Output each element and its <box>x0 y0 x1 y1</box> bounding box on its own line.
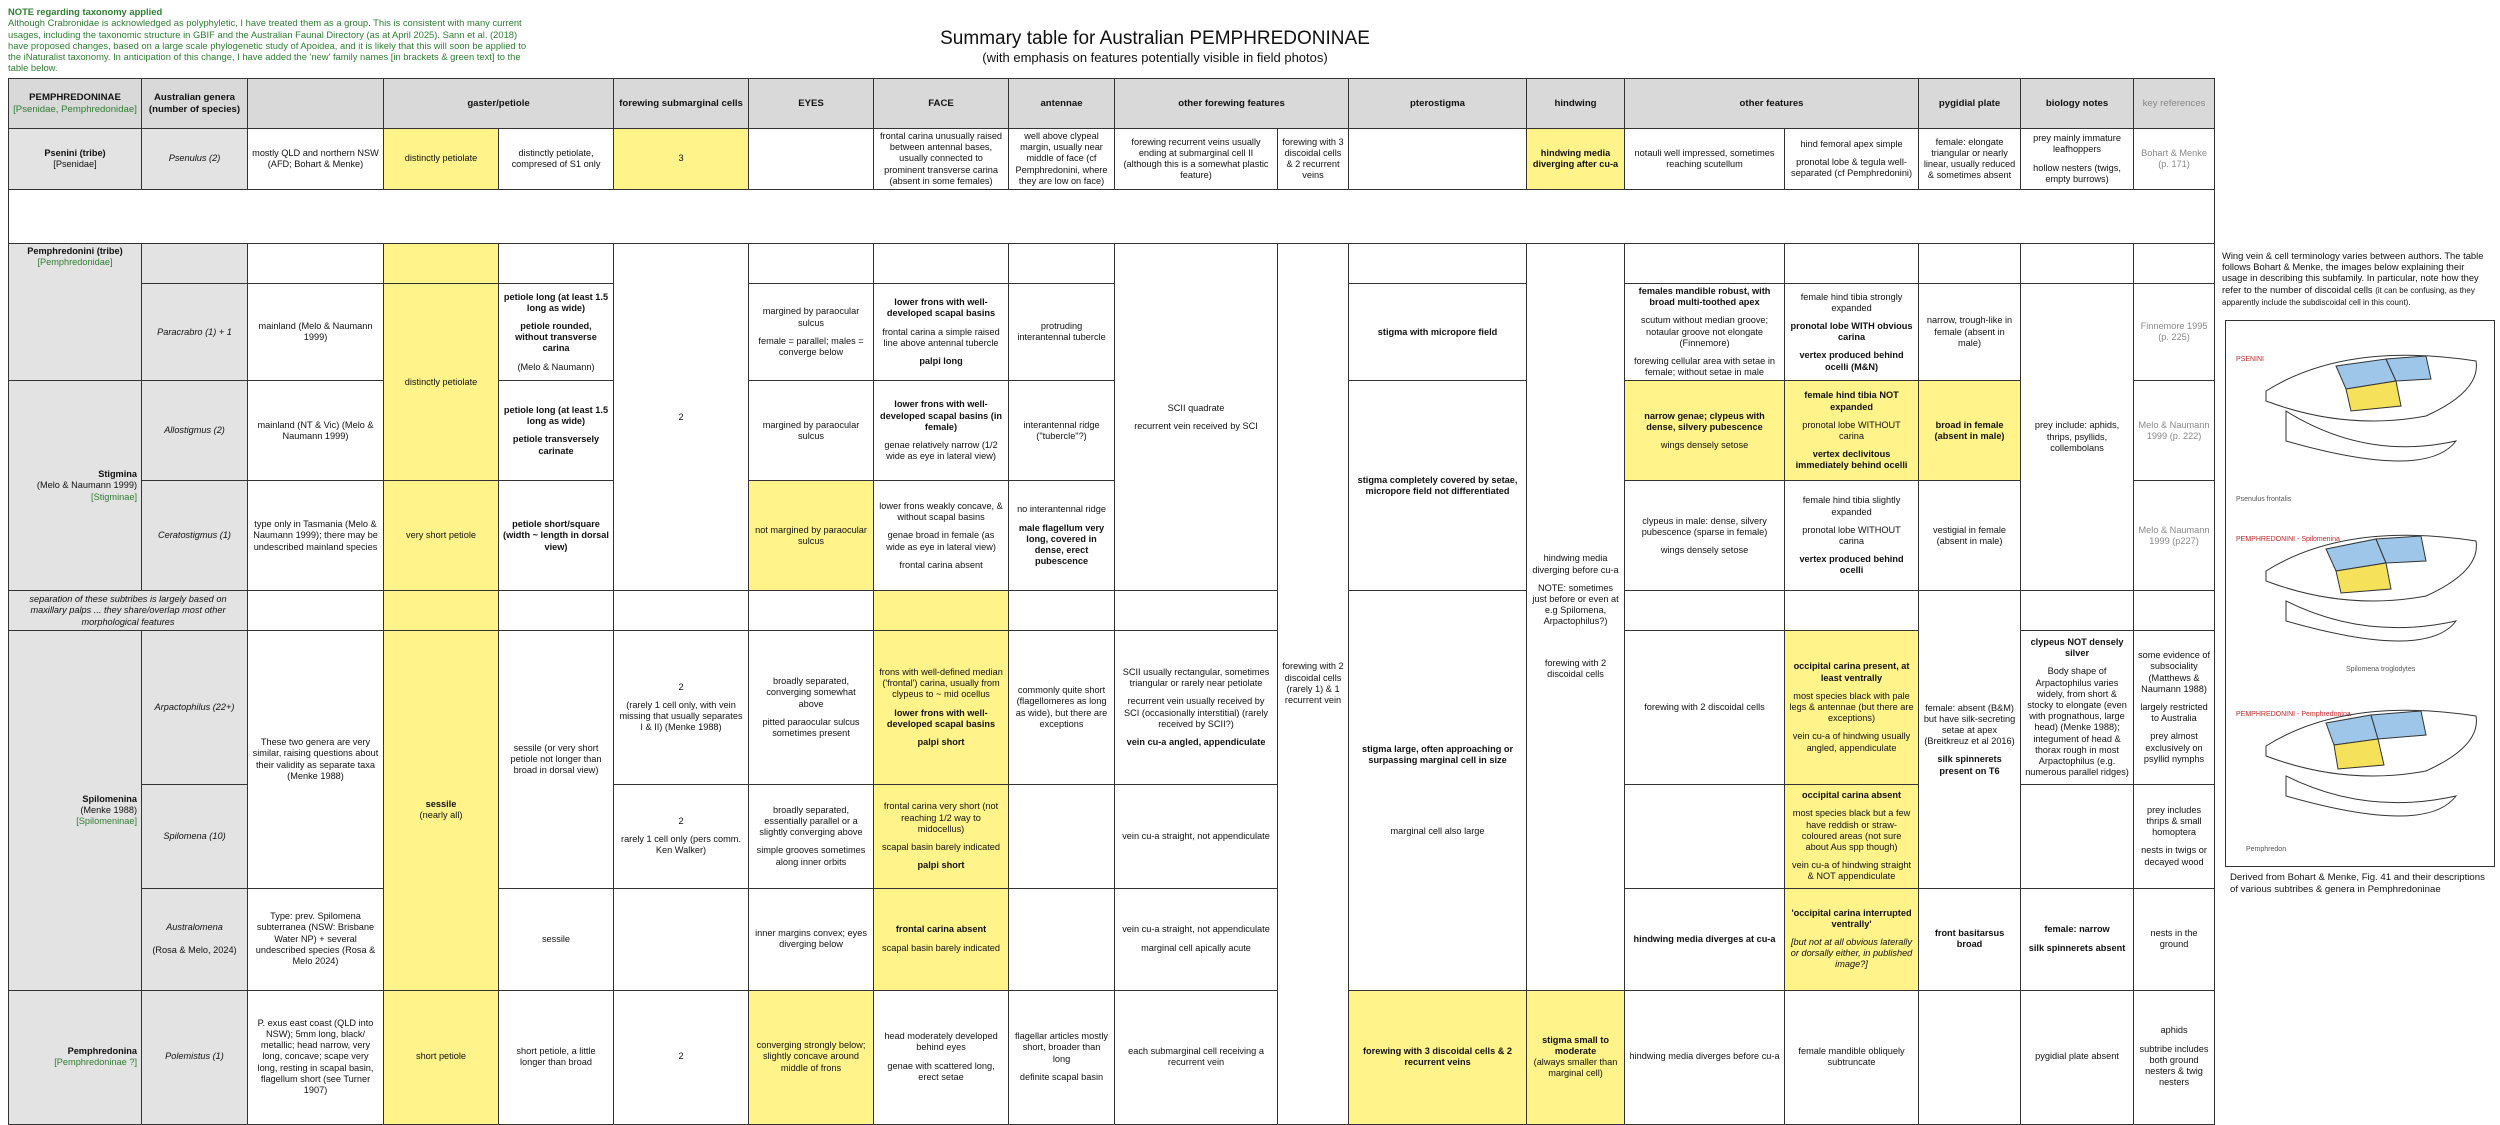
cell-dist: type only in Tasmania (Melo & Naumann 1999); there may be undescribed mainland species <box>248 481 384 591</box>
cell-petiole: petiole long (at least 1.5 long as wide) petiole rounded, without transverse carina (Melo & Naumann) <box>499 284 614 381</box>
tribe-psenini: Psenini (tribe) [Psenidae] <box>9 129 142 190</box>
cell-dist: P. exus east coast (QLD into NSW); 5mm long, black/ metallic; head narrow, very long, concave; scape very long, resting in scapal basin, flagellum short (see Turner 1907) <box>248 990 384 1124</box>
genus-australomena: Australomena (Rosa & Melo, 2024) <box>142 888 248 990</box>
cell-other1: occipital carina absent most species black but a few have reddish or straw-coloured areas (not sure about Aus spp though) vein cu-a of hindwing straight & NOT appendiculate <box>1785 784 1919 888</box>
genus-arpactophilus: Arpactophilus (22+) <box>142 631 248 784</box>
cell-eyes: broadly separated, essentially parallel or a slightly converging above simple grooves sometimes along inner orbits <box>749 784 874 888</box>
stigmina-gaster: distinctly petiolate <box>384 284 499 481</box>
cell-petiole: petiole short/square (width ~ length in dorsal view) <box>499 481 614 591</box>
cell-eyes: inner margins convex; eyes diverging below <box>749 888 874 990</box>
header-forewing-other: other forewing features <box>1115 79 1349 129</box>
genus-polemistus: Polemistus (1) <box>142 990 248 1124</box>
cell-eyes: margined by paraocular sulcus <box>749 381 874 481</box>
wing-psenulus-image <box>2236 355 2476 503</box>
cell-hindwing: hindwing media diverges before cu-a <box>1625 990 1785 1124</box>
stigmina-forewing: SCII quadrate recurrent vein received by SCI <box>1115 244 1278 591</box>
cell-biology: aphids subtribe includes both ground nesters & twig nesters <box>2134 990 2215 1124</box>
cell-other2: female hind tibia NOT expanded pronotal lobe WITHOUT carina vertex declivitous immediately behind ocelli <box>1785 381 1919 481</box>
page-subtitle: (with emphasis on features potentially visible in field photos) <box>982 50 1328 65</box>
terminology-small: (it can be confusing, as they apparently include the subdiscoidal cell in this count). <box>2222 285 2475 307</box>
header-pygidial: pygidial plate <box>1919 79 2021 129</box>
derived-caption: Derived from Bohart & Menke, Fig. 41 and their descriptions of various subtribes & genera in Pemphredoninae <box>2230 872 2485 895</box>
cell-forewing-other: forewing recurrent veins usually ending at submarginal cell II (although this is a somewhat plastic feature) <box>1115 129 1278 190</box>
cell-pterostigma: stigma small to moderate (always smaller than marginal cell) <box>1527 990 1625 1124</box>
cell-gaster: distinctly petiolate <box>384 129 499 190</box>
cell-other2: front basitarsus broad <box>1919 888 2021 990</box>
wing1-top-label: PSENINI <box>2236 356 2265 363</box>
header-row <box>9 79 2215 129</box>
cell-biology: some evidence of subsociality (Matthews & Naumann 1988) largely restricted to Australia prey almost exclusively on psyllid nymphs <box>2134 631 2215 784</box>
cell-other2: hind femoral apex simple pronotal lobe & tegula well-separated (cf Pemphredonini) <box>1785 129 1919 190</box>
row-arpactophilus <box>9 631 2215 784</box>
cell-face: lower frons weakly concave, & without scapal basins genae broad in female (as wide as eye in lateral view) frontal carina absent <box>874 481 1009 591</box>
separation-note: separation of these subtribes is largely based on maxillary palps ... they share/overlap most other morphological features <box>9 591 248 631</box>
spilomenina-dist: These two genera are very similar, raising questions about their validity as separate taxa (Menke 1988) <box>248 631 384 888</box>
cell-pygidial: vestigial in female (absent in male) <box>1919 481 2021 591</box>
cell-face: frons with well-defined median ('frontal') carina, usually from clypeus to ~ mid ocellus lower frons with well-developed scapal basins palpi short <box>874 631 1009 784</box>
genus-allostigmus: Allostigmus (2) <box>142 381 248 481</box>
page-title: Summary table for Australian PEMPHREDONINAE <box>940 28 1370 49</box>
header-genera: Australian genera (number of species) <box>142 79 248 129</box>
cell-petiole: distinctly petiolate, compresed of S1 only <box>499 129 614 190</box>
cell-other1: 'occipital carina interrupted ventrally' [but not at all obvious laterally or dorsally either, in published image?] <box>1785 888 1919 990</box>
cell-pygidial: narrow, trough-like in female (absent in male) <box>1919 284 2021 381</box>
cell-face: head moderately developed behind eyes genae with scattered long, erect setae <box>874 990 1009 1124</box>
header-gaster: gaster/petiole <box>384 79 614 129</box>
cell-other2: female hind tibia slightly expanded pronotal lobe WITHOUT carina vertex produced behind ocelli <box>1785 481 1919 591</box>
summary-table <box>8 78 2215 1125</box>
cell-refs: Melo & Naumann 1999 (p227) <box>2134 481 2215 591</box>
cell-pygidial: broad in female (absent in male) <box>1919 381 2021 481</box>
genus-psenulus: Psenulus (2) <box>142 129 248 190</box>
spilomenina-pygidial: female: absent (B&M) but have silk-secreting setae at apex (Breitkreuz et al 2016) silk spinnerets present on T6 <box>1919 591 2021 888</box>
header-biology: biology notes <box>2021 79 2134 129</box>
cell-forewing-cells: 3 <box>614 129 749 190</box>
cell-face: lower frons with well-developed scapal basins frontal carina a simple raised line above antennal tubercle palpi long <box>874 284 1009 381</box>
cell-hindwing: forewing with 2 discoidal cells <box>1625 631 1785 784</box>
stigmina-ptero-a: stigma with micropore field <box>1349 284 1527 381</box>
row-australomena <box>9 888 2215 990</box>
stigmina-cells: 2 <box>614 244 749 591</box>
stigmina-ptero-b: stigma completely covered by setae, micropore field not differentiated <box>1349 381 1527 591</box>
cell-face: frontal carina very short (not reaching 1/2 way to midocellus) scapal basin barely indicated palpi short <box>874 784 1009 888</box>
row-allostigmus <box>9 381 2215 481</box>
cell-other1: occipital carina present, at least ventrally most species black with pale legs & antennae (but there are exceptions) vein cu-a of hindwing usually angled, appendiculate <box>1785 631 1919 784</box>
cell-eyes: broadly separated, converging somewhat above pitted paraocular sulcus sometimes present <box>749 631 874 784</box>
wing-diagram-panel <box>2225 320 2495 867</box>
cell-forewing-cells: 2 <box>614 990 749 1124</box>
stigmina-biology: prey include: aphids, thrips, psyllids, collembolans <box>2021 284 2134 591</box>
header-antennae: antennae <box>1009 79 1115 129</box>
header-refs: key references <box>2134 79 2215 129</box>
spilomenina-gaster: sessile (nearly all) <box>384 631 499 990</box>
taxonomy-note-heading: NOTE regarding taxonomy applied <box>8 6 163 17</box>
cell-forewing-discoidal: forewing with 3 discoidal cells & 2 recurrent veins <box>1349 990 1527 1124</box>
stigmina-gaster-c: very short petiole <box>384 481 499 591</box>
cell-antennae: interantennal ridge ("tubercle"?) <box>1009 381 1115 481</box>
terminology-note <box>2222 250 2492 308</box>
wing-diagrams <box>2226 321 2494 866</box>
cell-eyes: margined by paraocular sulcus female = parallel; males = converge below <box>749 284 874 381</box>
wing-pemphredon-image <box>2236 710 2476 853</box>
header-eyes: EYES <box>749 79 874 129</box>
wing-spilomena-image <box>2236 535 2476 673</box>
cell-forewing-cells: 2 rarely 1 cell only (pers comm. Ken Walker) <box>614 784 749 888</box>
cell-other1: narrow genae; clypeus with dense, silvery pubescence wings densely setose <box>1625 381 1785 481</box>
cell-dist: mainland (NT & Vic) (Melo & Naumann 1999) <box>248 381 384 481</box>
header-hindwing: hindwing <box>1527 79 1625 129</box>
cell-pygidial: female: elongate triangular or nearly linear, usually reduced & sometimes absent <box>1919 129 2021 190</box>
cell-dist: mostly QLD and northern NSW (AFD; Bohart & Menke) <box>248 129 384 190</box>
cell-antennae: commonly quite short (flagellomeres as long as wide), but there are exceptions <box>1009 631 1115 784</box>
cell-other1: female mandible obliquely subtruncate <box>1785 990 1919 1124</box>
cell-refs: Finnemore 1995 (p. 225) <box>2134 284 2215 381</box>
tribe-pemphredonini: Pemphredonini (tribe) [Pemphredonidae] <box>9 244 142 381</box>
row-ceratostigmus <box>9 481 2215 591</box>
cell-forewing-other: each submarginal cell receiving a recurrent vein <box>1115 990 1278 1124</box>
cell-pterostigma <box>1349 129 1527 190</box>
cell-eyes: not margined by paraocular sulcus <box>749 481 874 591</box>
row-psenulus <box>9 129 2215 190</box>
cell-other2: female hind tibia strongly expanded pronotal lobe WITH obvious carina vertex produced behind ocelli (M&N) <box>1785 284 1919 381</box>
genus-ceratostigmus: Ceratostigmus (1) <box>142 481 248 591</box>
taxonomy-note-body: Although Crabronidae is acknowledged as polyphyletic, I have treated them as a group. This is consistent with many current usages, including the taxonomic structure in GBIF and the Australian Faunal Directory (as at April 2025). Sann et al. (2018) have proposed changes, based on a large scale phylogenetic study of Apoidea, and it is likely that this will soon be applied to the iNaturalist taxonomy. In anticipation of this change, I have added the 'new' family names [in brackets & green text] to the table below. <box>8 17 527 74</box>
row-polemistus <box>9 990 2215 1124</box>
cell-antennae: no interantennal ridge male flagellum very long, covered in dense, erect pubescence <box>1009 481 1115 591</box>
cell-petiole: sessile <box>499 888 614 990</box>
header-pterostigma: pterostigma <box>1349 79 1527 129</box>
wing3-top-label: PEMPHREDONINI - Pemphredonina <box>2236 711 2351 718</box>
cell-antennae: protruding interantennal tubercle <box>1009 284 1115 381</box>
cell-face: frontal carina absent scapal basin barely indicated <box>874 888 1009 990</box>
cell-pygidial: pygidial plate absent <box>2021 990 2134 1124</box>
cell-hindwing: hindwing media diverging after cu-a <box>1527 129 1625 190</box>
spilomenina-discoidal: forewing with 2 discoidal cells (rarely 1) & 1 recurrent vein <box>1278 244 1349 1124</box>
cell-other1: clypeus in male: dense, silvery pubescence (sparse in female) wings densely setose <box>1625 481 1785 591</box>
subtribe-spilomenina: Spilomenina (Menke 1988) [Spilomeninae] <box>9 631 142 990</box>
cell-eyes <box>749 129 874 190</box>
cell-biology: nests in the ground <box>2134 888 2215 990</box>
wing3-label: Pemphredon <box>2246 846 2287 853</box>
cell-biology: prey includes thrips & small homoptera nests in twigs or decayed wood <box>2134 784 2215 888</box>
cell-petiole: short petiole, a little longer than broad <box>499 990 614 1124</box>
cell-face: lower frons with well-developed scapal basins (in female) genae relatively narrow (1/2 wide as eye in lateral view) <box>874 381 1009 481</box>
cell-gaster: short petiole <box>384 990 499 1124</box>
cell-eyes: converging strongly below; slightly concave around middle of frons <box>749 990 874 1124</box>
cell-dist: Type: prev. Spilomena subterranea (NSW: Brisbane Water NP) + several undescribed species (Rosa & Melo 2024) <box>248 888 384 990</box>
header-face: FACE <box>874 79 1009 129</box>
cell-petiole: petiole long (at least 1.5 long as wide) petiole transversely carinate <box>499 381 614 481</box>
cell-forewing-other: vein cu-a straight, not appendiculate <box>1115 784 1278 888</box>
stigmina-hindwing: hindwing media diverging before cu-a NOTE: sometimes just before or even at e.g Spilomena, Arpactophilus?) forewing with 2 discoidal cells <box>1527 244 1625 990</box>
cell-pygidial: female: narrow silk spinnerets absent <box>2021 888 2134 990</box>
cell-hindwing: hindwing media diverges at cu-a <box>1625 888 1785 990</box>
cell-other1: females mandible robust, with broad multi-toothed apex scutum without median groove; notaular groove not elongate (Finnemore) forewing cellular area with setae in female; without setae in male <box>1625 284 1785 381</box>
cell-forewing-cells: 2 (rarely 1 cell only, with vein missing that usually separates I & II) (Menke 1988) <box>614 631 749 784</box>
cell-antennae: flagellar articles mostly short, broader than long definite scapal basin <box>1009 990 1115 1124</box>
row-pemphredonini <box>9 244 2215 284</box>
header-distribution <box>248 79 384 129</box>
genus-paracrabro: Paracrabro (1) + 1 <box>142 284 248 381</box>
cell-biology: prey mainly immature leafhoppers hollow nesters (twigs, empty burrows) <box>2021 129 2134 190</box>
cell-forewing-discoidal: forewing with 3 discoidal cells & 2 recurrent veins <box>1278 129 1349 190</box>
subtribe-pemphredonina: Pemphredonina [Pemphredoninae ?] <box>9 990 142 1124</box>
spilomenina-petiole: sessile (or very short petiole not longer than broad in dorsal view) <box>499 631 614 888</box>
header-other: other features <box>1625 79 1919 129</box>
cell-antennae: well above clypeal margin, usually near middle of face (cf Pemphredonini, where they are low on face) <box>1009 129 1115 190</box>
header-forewing-cells: forewing submarginal cells <box>614 79 749 129</box>
subtribe-stigmina: Stigmina (Melo & Naumann 1999) [Stigminae] <box>9 381 142 591</box>
genus-spilomena: Spilomena (10) <box>142 784 248 888</box>
cell-refs: Melo & Naumann 1999 (p. 222) <box>2134 381 2215 481</box>
row-paracrabro <box>9 284 2215 381</box>
cell-refs: Bohart & Menke (p. 171) <box>2134 129 2215 190</box>
spacer-row <box>9 190 2215 244</box>
spilomenina-ptero: stigma large, often approaching or surpassing marginal cell in size marginal cell also large <box>1349 591 1527 990</box>
terminology-text: Wing vein & cell terminology varies between authors. The table follows Bohart & Menke, the images below explaining their usage in describing this subfamily. In particular, note how they refer to the number of discoidal cells <box>2222 250 2484 295</box>
wing2-label: Spilomena troglodytes <box>2346 666 2416 673</box>
wing2-top-label: PEMPHREDONINI - Spilomenina <box>2236 536 2340 543</box>
cell-forewing-other: SCII usually rectangular, sometimes triangular or rarely near petiolate recurrent vein usually received by SCI (occasionally interstitial) (rarely received by SCII?) vein cu-a angled, appendiculate <box>1115 631 1278 784</box>
wing1-label: Psenulus frontalis <box>2236 496 2292 503</box>
cell-other2: clypeus NOT densely silver Body shape of Arpactophilus varies widely, from short & stocky to elongate (even with prognathous, large head) (Menke 1988); integument of head & thorax rough in most Arpactophilus (e.g. numerous parallel ridges) <box>2021 631 2134 784</box>
cell-face: frontal carina unusually raised between antennal bases, usually connected to prominent transverse carina (absent in some females) <box>874 129 1009 190</box>
cell-other1: notauli well impressed, sometimes reaching scutellum <box>1625 129 1785 190</box>
header-taxon: PEMPHREDONINAE [Psenidae, Pemphredonidae] <box>9 79 142 129</box>
row-separation <box>9 591 2215 631</box>
cell-forewing-other: vein cu-a straight, not appendiculate marginal cell apically acute <box>1115 888 1278 990</box>
taxonomy-note <box>8 6 528 74</box>
cell-dist: mainland (Melo & Naumann 1999) <box>248 284 384 381</box>
